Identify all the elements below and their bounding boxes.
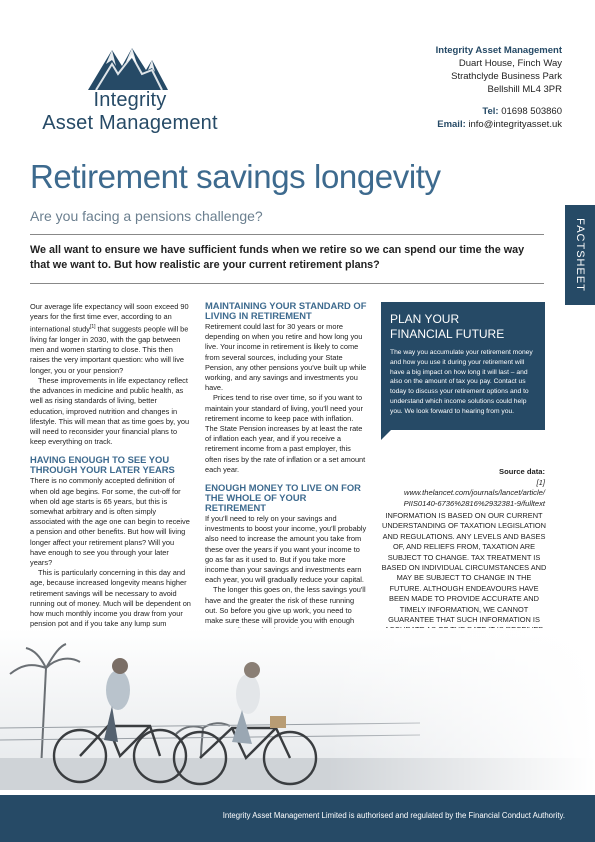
footer-bar [0, 795, 595, 842]
section-heading: ENOUGH MONEY TO LIVE ON FOR THE WHOLE OF YOUR RETIREMENT [205, 482, 361, 514]
email-address[interactable]: info@integrityasset.uk [468, 119, 562, 130]
page-subtitle: Are you facing a pensions challenge? [30, 208, 263, 224]
cycling-couple-photo [0, 628, 595, 790]
section-heading: MAINTAINING YOUR STANDARD OF LIVING IN RETIREMENT [205, 300, 367, 321]
tel-label: Tel: [482, 106, 499, 117]
article-column-1 [30, 302, 192, 640]
footer-regulatory-text: Integrity Asset Management Limited is authorised and regulated by the Financial Conduct Authority. [222, 811, 565, 820]
intro-text: We all want to ensure we have sufficient funds when we retire so we can spend our time the way that we want to. But how realistic are your current retirement plans? [30, 244, 525, 271]
mountain-logo-icon [88, 44, 168, 90]
section-heading: HAVING ENOUGH TO SEE YOU THROUGH YOUR LATER YEARS [30, 454, 175, 476]
tel-number[interactable]: 01698 503860 [501, 106, 562, 117]
article-column-2 [205, 301, 367, 647]
contact-address-line2: Strathclyde Business Park [451, 71, 562, 82]
callout-heading: PLAN YOUR FINANCIAL FUTURE [390, 312, 505, 341]
source-link-line2[interactable]: PIIS0140-6736%2816%2932381-9/fulltext [403, 498, 545, 508]
paragraph: There is no commonly accepted definition of when old age begins. For some, the cut-off for when old age starts is 65 years, but this is somewhat arbitrary and is often simply associated with the age one can begin to receive a pension and other benefits. But how will living longer affect your retirement plans? Will you have enough to see you through your later years? [30, 476, 190, 567]
plan-future-callout [381, 302, 545, 430]
callout-text: The way you accumulate your retirement money and how you use it during your retirement will have a big impact on how long it will last – and also on the amount of tax you pay. Contact us today to discuss your retirement options and to understand which income solutions could help you. We look forward to hearing from you. [390, 349, 533, 415]
paragraph: Prices tend to rise over time, so if you want to maintain your standard of living, you'll need your retirement income to keep pace with inflation. The State Pension increases by at least the rate of inflation each year, and if you receive a retirement income from a past employer, this often rises by the rate of inflation or a set amount each year. [205, 393, 366, 474]
factsheet-side-tab [565, 205, 595, 305]
source-label: Source data: [499, 467, 545, 476]
logo-name-line2: Asset Management [42, 112, 218, 134]
source-link-line1[interactable]: [1] www.thelancet.com/journals/lancet/article/ [404, 477, 545, 497]
paragraph: If you'll need to rely on your savings and investments to boost your income, you'll probably also need to increase the amount you take from these over the years if you want your income to go as far as it used to. But if you take more income than your savings and investments earn each year, you will gradually reduce your capital. [205, 514, 367, 585]
logo-name-line1: Integrity [93, 89, 167, 111]
paragraph: These improvements in life expectancy reflect the advances in medicine and public health, as well as rising standards of living, better education, improved nutrition and changes in lifestyle. This will mean that as time goes by, you will need to reconsider your financial plans to keep everything on track. [30, 375, 190, 447]
paragraph: Our average life expectancy will soon exceed 90 years for the first time ever, according to an international study[1] that suggests people will be living far longer in 2030, with the gap between men and women starting to close. This then raises the very important question: who will live longer, you or your pension? [30, 302, 189, 375]
page-title: Retirement savings longevity [30, 158, 441, 195]
disclaimer-text: INFORMATION IS BASED ON OUR CURRENT UNDERSTANDING OF TAXATION LEGISLATION AND REGULATIONS. ANY LEVELS AND BASES OF, AND RELIEFS FROM, TAXATION ARE SUBJECT TO CHANGE. TAX TREATMENT IS BASED ON INDIVIDUAL CIRCUMSTANCES AND MAY BE SUBJECT TO CHANGE IN THE FUTURE. ALTHOUGH ENDEAVOURS HAVE BEEN MADE TO PROVIDE ACCURATE AND TIMELY INFORMATION, WE CANNOT GUARANTEE THAT SUCH INFORMATION IS [381, 511, 547, 625]
paragraph: This is particularly concerning in this day and age, because increased longevity means higher retirement savings will be necessary to avoid running out of money. Much will be dependent on how much monthly income you draw from your pension pot and if you take any lump sum [30, 568, 191, 629]
contact-tel [436, 105, 562, 118]
contact-company: Integrity Asset Management [435, 45, 562, 56]
contact-email [436, 118, 562, 131]
contact-block [436, 44, 562, 131]
source-data [395, 467, 545, 509]
contact-address-line1: Duart House, Finch Way [458, 58, 562, 69]
email-label: Email: [437, 119, 466, 130]
paragraph: Retirement could last for 30 years or more depending on when you retire and how long you live. Your income in retirement is likely to come from several sources, including your State Pension, any other pensions you've built up while working, and any savings and investments you have. [205, 322, 367, 393]
factsheet-label: FACTSHEET [574, 218, 586, 292]
divider [30, 283, 544, 284]
contact-address-line3: Bellshill ML4 3PR [487, 84, 562, 95]
divider [30, 234, 544, 235]
footnote-ref: [1] [89, 324, 96, 331]
paragraph: The longer this goes on, the less savings you'll have and the greater the risk of these running out. So before you give up work, you need to make sure these will provide you with enough [205, 585, 367, 646]
